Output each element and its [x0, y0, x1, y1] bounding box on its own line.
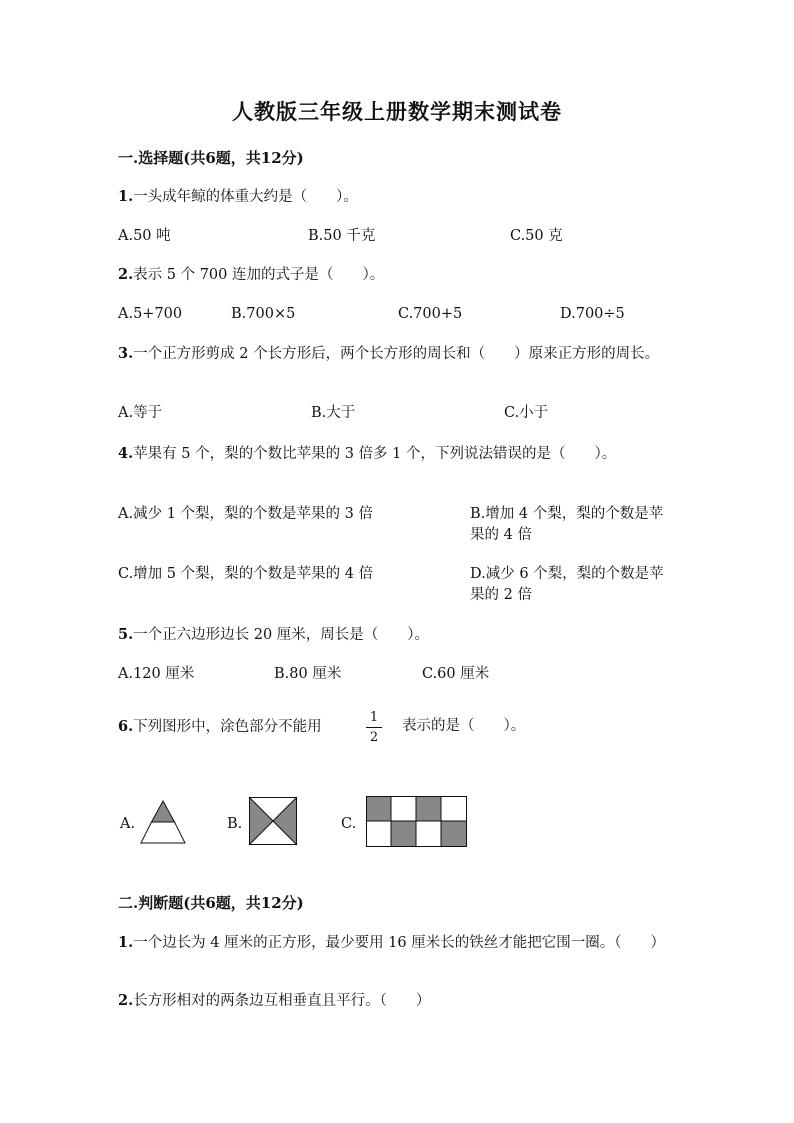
q2-option-a[interactable]: A.5+700 — [118, 306, 183, 322]
q4-option-c[interactable]: C.增加 5 个梨，梨的个数是苹果的 4 倍 — [118, 566, 374, 582]
figure-b-square[interactable] — [249, 797, 297, 845]
q3-option-c[interactable]: C.小于 — [504, 405, 549, 421]
question-text: 一头成年鲸的体重大约是（ ）。 — [133, 189, 358, 205]
question-number: 1. — [118, 188, 134, 205]
q1-option-b[interactable]: B.50 千克 — [308, 228, 376, 244]
q2-option-d[interactable]: D.700÷5 — [560, 306, 625, 322]
question-text-after: 表示的是（ ）。 — [402, 718, 526, 734]
q5-option-c[interactable]: C.60 厘米 — [422, 666, 490, 682]
question-5 — [118, 624, 678, 646]
figure-a-triangle[interactable] — [140, 800, 186, 844]
judgment-2 — [118, 990, 678, 1012]
figure-label-a: A. — [120, 816, 136, 832]
q4-option-a[interactable]: A.减少 1 个梨，梨的个数是苹果的 3 倍 — [118, 506, 373, 522]
fraction-denominator: 2 — [369, 730, 379, 745]
q5-option-b[interactable]: B.80 厘米 — [274, 666, 342, 682]
question-2 — [118, 264, 678, 286]
figure-c-grid[interactable] — [366, 796, 467, 847]
question-text: 苹果有 5 个，梨的个数比苹果的 3 倍多 1 个，下列说法错误的是（ ）。 — [133, 446, 617, 462]
question-number: 1. — [118, 934, 134, 951]
figure-label-c: C. — [341, 816, 357, 832]
page-title: 人教版三年级上册数学期末测试卷 — [232, 99, 562, 124]
question-number: 2. — [118, 266, 134, 283]
question-number: 6. — [118, 718, 134, 735]
question-text-before: 下列图形中，涂色部分不能用 — [133, 719, 322, 735]
section-heading-choice: 一.选择题(共6题，共12分) — [118, 149, 304, 167]
q1-option-a[interactable]: A.50 吨 — [118, 228, 171, 244]
q5-option-a[interactable]: A.120 厘米 — [118, 666, 195, 682]
fraction-one-half — [366, 710, 382, 745]
figure-label-b: B. — [227, 816, 243, 832]
q2-option-c[interactable]: C.700+5 — [398, 306, 463, 322]
question-3 — [118, 343, 666, 365]
q4-option-b[interactable] — [470, 504, 670, 546]
question-text: 一个边长为 4 厘米的正方形，最少要用 16 厘米长的铁丝才能把它围一圈。（ ） — [133, 935, 666, 951]
question-number: 2. — [118, 992, 134, 1009]
q4-option-b-text: B.增加 4 个梨，梨的个数是苹果的 4 倍 — [470, 506, 664, 543]
q3-option-a[interactable]: A.等于 — [118, 405, 163, 421]
question-text: 表示 5 个 700 连加的式子是（ ）。 — [133, 267, 385, 283]
question-text: 一个正六边形边长 20 厘米，周长是（ ）。 — [133, 627, 430, 643]
question-1 — [118, 186, 678, 208]
question-number: 3. — [118, 345, 134, 362]
question-text: 长方形相对的两条边互相垂直且平行。（ ） — [133, 993, 431, 1009]
q1-option-c[interactable]: C.50 克 — [510, 228, 563, 244]
section-heading-judgment: 二.判断题(共6题，共12分) — [118, 894, 304, 912]
question-number: 5. — [118, 626, 134, 643]
q4-option-d-text: D.减少 6 个梨，梨的个数是苹果的 2 倍 — [470, 566, 664, 603]
question-4 — [118, 443, 678, 465]
q3-option-b[interactable]: B.大于 — [311, 405, 356, 421]
question-text: 一个正方形剪成 2 个长方形后，两个长方形的周长和（ ）原来正方形的周长。 — [133, 346, 660, 362]
fraction-numerator: 1 — [369, 710, 379, 725]
question-6 — [118, 716, 322, 738]
judgment-1 — [118, 932, 666, 954]
q4-option-d[interactable] — [470, 564, 670, 606]
question-number: 4. — [118, 445, 134, 462]
q2-option-b[interactable]: B.700×5 — [231, 306, 296, 322]
